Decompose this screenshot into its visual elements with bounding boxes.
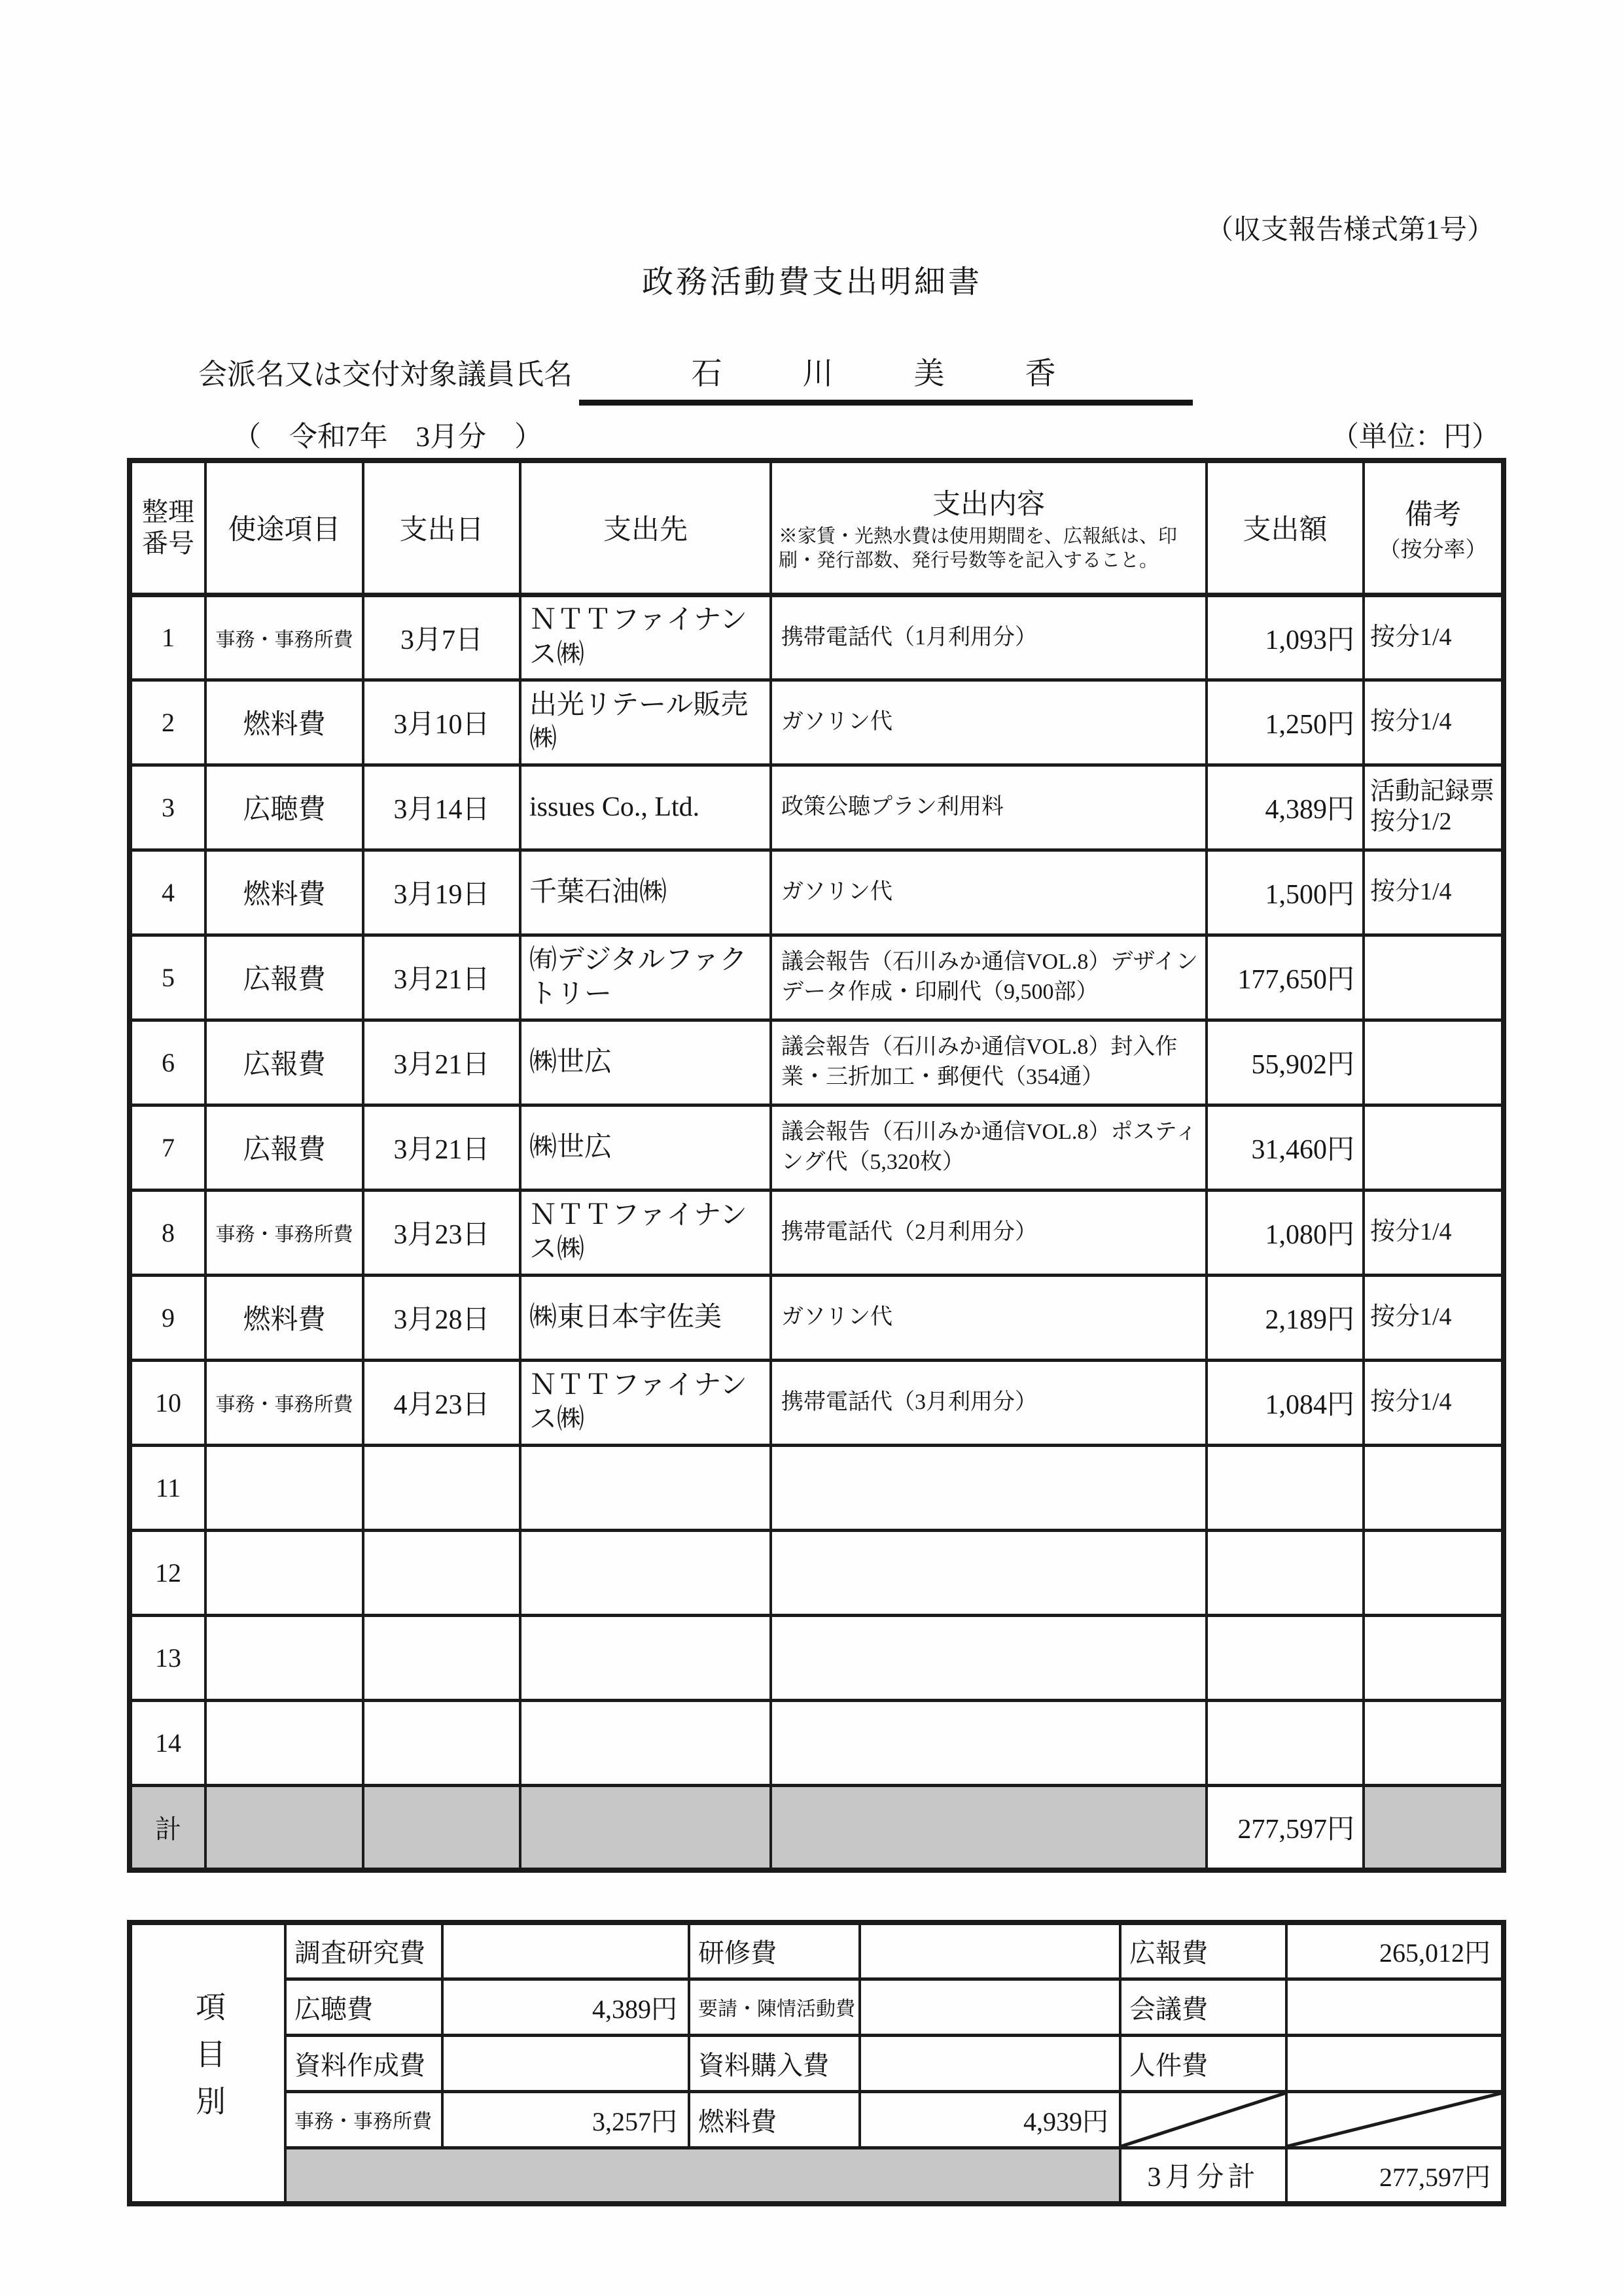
row-number: 8 (130, 1190, 205, 1275)
payee: ㈲デジタルファクトリー (520, 935, 771, 1020)
crossed-cell (1120, 2091, 1286, 2148)
summary-gray-filler (285, 2148, 1120, 2204)
summary-category-value (442, 2035, 689, 2091)
expense-category (205, 1615, 363, 1700)
expense-description (771, 1615, 1207, 1700)
expense-description: 携帯電話代（1月利用分） (771, 595, 1207, 680)
expense-category (205, 1445, 363, 1530)
table-row (130, 1360, 1504, 1445)
header-seq-number: 整理 番号 (130, 461, 205, 595)
table-row (130, 680, 1504, 765)
summary-category-value (1286, 1979, 1504, 2035)
payee: ㈱世広 (520, 1105, 771, 1190)
expense-amount: 31,460円 (1207, 1105, 1364, 1190)
summary-category-value: 265,012円 (1286, 1922, 1504, 1979)
expense-date: 4月23日 (363, 1360, 520, 1445)
header-remark: 備考 （按分率） (1364, 461, 1504, 595)
expense-category: 広報費 (205, 1105, 363, 1190)
summary-category-label: 広聴費 (285, 1979, 442, 2035)
form-number-note: （収支報告様式第1号） (1205, 215, 1494, 245)
payee: ㈱世広 (520, 1020, 771, 1105)
remark: 按分1/4 (1364, 1360, 1504, 1445)
summary-category-value: 4,939円 (860, 2091, 1120, 2148)
table-row (130, 595, 1504, 680)
remark: 按分1/4 (1364, 1275, 1504, 1360)
summary-side-header (130, 1922, 285, 2204)
remark (1364, 1700, 1504, 1785)
diagonal-slash-icon (1121, 2093, 1285, 2146)
header-content-title: 支出内容 (932, 489, 1045, 520)
summary-category-label: 事務・事務所費 (285, 2091, 442, 2148)
category-summary-table (127, 1920, 1506, 2206)
expense-amount: 1,080円 (1207, 1190, 1364, 1275)
expense-description: ガソリン代 (771, 850, 1207, 935)
row-number: 3 (130, 765, 205, 850)
expense-date (363, 1700, 520, 1785)
payee (520, 1445, 771, 1530)
remark (1364, 1615, 1504, 1700)
payee: 千葉石油㈱ (520, 850, 771, 935)
row-number: 2 (130, 680, 205, 765)
member-name-line (198, 349, 1193, 406)
expense-amount: 4,389円 (1207, 765, 1364, 850)
expense-date: 3月14日 (363, 765, 520, 850)
expense-description (771, 1530, 1207, 1615)
expense-amount: 1,500円 (1207, 850, 1364, 935)
table-row (130, 1615, 1504, 1700)
row-number: 12 (130, 1530, 205, 1615)
expense-category: 事務・事務所費 (205, 1190, 363, 1275)
expense-category: 事務・事務所費 (205, 1360, 363, 1445)
summary-category-label: 広報費 (1120, 1922, 1286, 1979)
summary-category-label: 資料購入費 (689, 2035, 860, 2091)
payee (520, 1700, 771, 1785)
expense-amount: 2,189円 (1207, 1275, 1364, 1360)
summary-row (130, 1922, 1504, 1979)
expense-date: 3月23日 (363, 1190, 520, 1275)
remark: 活動記録票按分1/2 (1364, 765, 1504, 850)
table-row (130, 1105, 1504, 1190)
expense-amount: 177,650円 (1207, 935, 1364, 1020)
expense-date: 3月21日 (363, 1020, 520, 1105)
expense-table-header-row (130, 461, 1504, 595)
expense-date (363, 1615, 520, 1700)
remark (1364, 1020, 1504, 1105)
remark (1364, 1105, 1504, 1190)
summary-row (130, 1979, 1504, 2035)
table-row (130, 1275, 1504, 1360)
summary-category-value (860, 2035, 1120, 2091)
summary-category-label: 資料作成費 (285, 2035, 442, 2091)
payee: 出光リテール販売㈱ (520, 680, 771, 765)
month-total-label: 3月分計 (1120, 2148, 1286, 2204)
payee: ＮＴＴファイナンス㈱ (520, 1190, 771, 1275)
total-row (130, 1785, 1504, 1870)
total-empty-cell (205, 1785, 363, 1870)
remark (1364, 1445, 1504, 1530)
total-amount: 277,597円 (1207, 1785, 1364, 1870)
row-number: 10 (130, 1360, 205, 1445)
expense-description: 政策公聴プラン利用料 (771, 765, 1207, 850)
expense-description: 議会報告（石川みか通信VOL.8）ポスティング代（5,320枚） (771, 1105, 1207, 1190)
page-title: 政務活動費支出明細書 (641, 265, 982, 300)
header-date: 支出日 (363, 461, 520, 595)
summary-category-value: 3,257円 (442, 2091, 689, 2148)
table-row (130, 850, 1504, 935)
total-empty-cell (520, 1785, 771, 1870)
summary-category-value (860, 1979, 1120, 2035)
row-number: 9 (130, 1275, 205, 1360)
table-row (130, 1445, 1504, 1530)
summary-category-value (1286, 2035, 1504, 2091)
expense-description (771, 1700, 1207, 1785)
expense-table (127, 458, 1506, 1873)
expense-category: 燃料費 (205, 1275, 363, 1360)
header-amount: 支出額 (1207, 461, 1364, 595)
expense-description: 議会報告（石川みか通信VOL.8）デザインデータ作成・印刷代（9,500部） (771, 935, 1207, 1020)
expense-amount (1207, 1530, 1364, 1615)
expense-date (363, 1530, 520, 1615)
expense-category: 燃料費 (205, 680, 363, 765)
expense-date: 3月28日 (363, 1275, 520, 1360)
header-content (771, 461, 1207, 595)
table-row (130, 1190, 1504, 1275)
row-number: 13 (130, 1615, 205, 1700)
summary-category-label: 調査研究費 (285, 1922, 442, 1979)
unit-note: （単位：円） (1331, 422, 1500, 453)
total-empty-cell (1364, 1785, 1504, 1870)
expense-amount: 55,902円 (1207, 1020, 1364, 1105)
expense-date: 3月7日 (363, 595, 520, 680)
payee: ㈱東日本宇佐美 (520, 1275, 771, 1360)
summary-side-label: 項目別 (192, 1991, 225, 2132)
header-category: 使途項目 (205, 461, 363, 595)
row-number: 11 (130, 1445, 205, 1530)
row-number: 1 (130, 595, 205, 680)
expense-category (205, 1700, 363, 1785)
expense-date: 3月10日 (363, 680, 520, 765)
member-name-label: 会派名又は交付対象議員氏名 (198, 358, 573, 391)
expense-date (363, 1445, 520, 1530)
month-total-value: 277,597円 (1286, 2148, 1504, 2204)
remark: 按分1/4 (1364, 595, 1504, 680)
expense-category: 事務・事務所費 (205, 595, 363, 680)
payee (520, 1530, 771, 1615)
table-row (130, 1700, 1504, 1785)
remark (1364, 1530, 1504, 1615)
row-number: 6 (130, 1020, 205, 1105)
report-period: （ 令和7年 3月分 ） (233, 422, 542, 453)
table-row (130, 935, 1504, 1020)
expense-category: 広聴費 (205, 765, 363, 850)
expense-date: 3月21日 (363, 1105, 520, 1190)
payee (520, 1615, 771, 1700)
expense-category: 燃料費 (205, 850, 363, 935)
summary-row (130, 2091, 1504, 2148)
member-name-value: 石 川 美 香 (579, 349, 1193, 406)
summary-category-label: 研修費 (689, 1922, 860, 1979)
row-number: 4 (130, 850, 205, 935)
expense-category: 広報費 (205, 935, 363, 1020)
remark (1364, 935, 1504, 1020)
summary-category-label: 会議費 (1120, 1979, 1286, 2035)
table-row (130, 1020, 1504, 1105)
expense-amount (1207, 1615, 1364, 1700)
summary-category-label: 燃料費 (689, 2091, 860, 2148)
table-row (130, 765, 1504, 850)
total-empty-cell (363, 1785, 520, 1870)
expense-amount: 1,084円 (1207, 1360, 1364, 1445)
header-payee: 支出先 (520, 461, 771, 595)
remark: 按分1/4 (1364, 850, 1504, 935)
expense-description: 携帯電話代（2月利用分） (771, 1190, 1207, 1275)
expense-amount (1207, 1700, 1364, 1785)
row-number: 7 (130, 1105, 205, 1190)
payee: issues Co., Ltd. (520, 765, 771, 850)
remark: 按分1/4 (1364, 1190, 1504, 1275)
summary-category-label: 要請・陳情活動費 (689, 1979, 860, 2035)
diagonal-slash-icon (1288, 2093, 1501, 2146)
expense-amount (1207, 1445, 1364, 1530)
expense-date: 3月19日 (363, 850, 520, 935)
expense-category (205, 1530, 363, 1615)
table-row (130, 1530, 1504, 1615)
summary-row (130, 2035, 1504, 2091)
expense-description: 携帯電話代（3月利用分） (771, 1360, 1207, 1445)
total-empty-cell (771, 1785, 1207, 1870)
row-number: 14 (130, 1700, 205, 1785)
remark: 按分1/4 (1364, 680, 1504, 765)
header-content-note: ※家賃・光熱水費は使用期間を、広報紙は、印刷・発行部数、発行号数等を記入すること。 (779, 525, 1178, 572)
row-number: 5 (130, 935, 205, 1020)
expense-description: ガソリン代 (771, 1275, 1207, 1360)
expense-description (771, 1445, 1207, 1530)
expense-category: 広報費 (205, 1020, 363, 1105)
summary-category-value: 4,389円 (442, 1979, 689, 2035)
summary-total-row (130, 2148, 1504, 2204)
expense-description: 議会報告（石川みか通信VOL.8）封入作業・三折加工・郵便代（354通） (771, 1020, 1207, 1105)
crossed-cell (1286, 2091, 1504, 2148)
summary-category-value (442, 1922, 689, 1979)
payee: ＮＴＴファイナンス㈱ (520, 1360, 771, 1445)
expense-description: ガソリン代 (771, 680, 1207, 765)
expense-date: 3月21日 (363, 935, 520, 1020)
total-label: 計 (130, 1785, 205, 1870)
summary-category-label: 人件費 (1120, 2035, 1286, 2091)
expense-amount: 1,250円 (1207, 680, 1364, 765)
summary-category-value (860, 1922, 1120, 1979)
expense-amount: 1,093円 (1207, 595, 1364, 680)
payee: ＮＴＴファイナンス㈱ (520, 595, 771, 680)
